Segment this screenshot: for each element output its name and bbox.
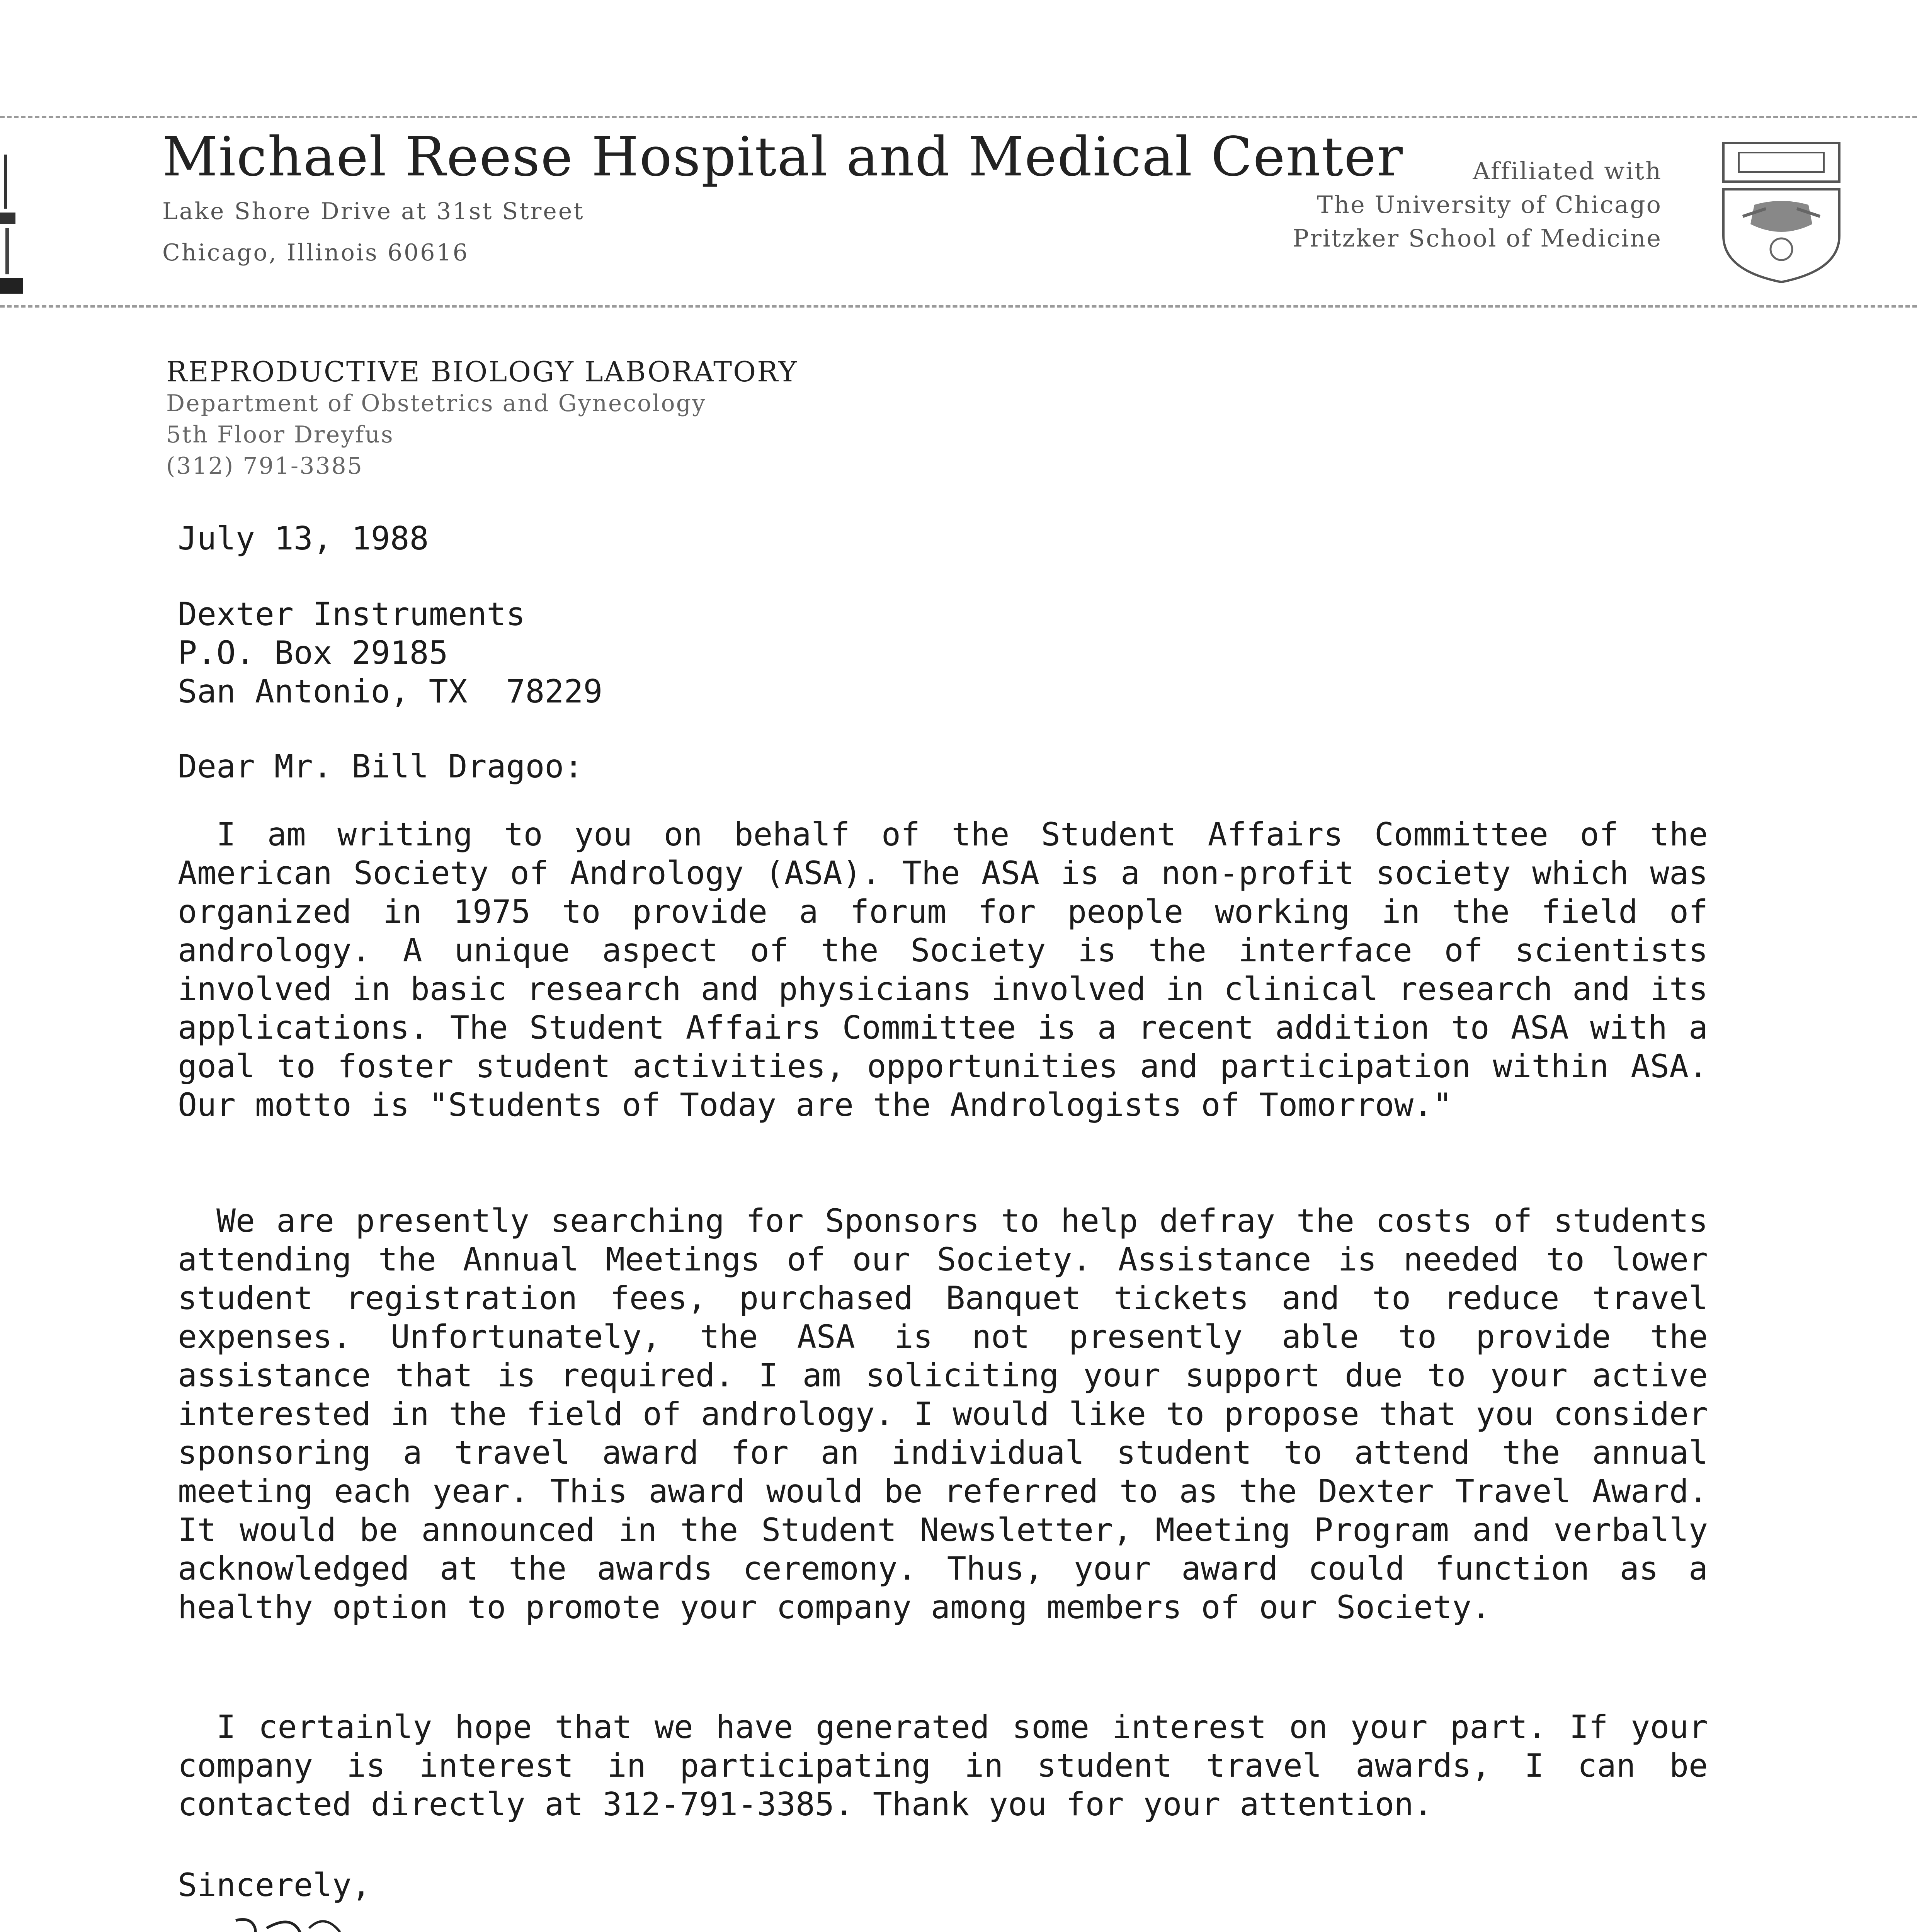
bottom-dashed-rule xyxy=(0,305,1917,308)
body-paragraph-3: I certainly hope that we have generated some interest on your part. If your company is interest in participating in student travel awards, I can be contacted directly at 312-791-3385. Thank you for your attention. xyxy=(178,1708,1708,1823)
letterhead xyxy=(162,126,1403,270)
recipient-city: San Antonio, TX 78229 xyxy=(178,673,603,710)
organization-address-line1: Lake Shore Drive at 31st Street xyxy=(162,198,585,225)
affiliation-line1: Affiliated with xyxy=(1473,157,1662,185)
letter-date: July 13, 1988 xyxy=(178,520,429,557)
binding-mark-icon xyxy=(0,155,27,309)
salutation: Dear Mr. Bill Dragoo: xyxy=(178,748,583,785)
recipient-po-box: P.O. Box 29185 xyxy=(178,634,448,672)
body-paragraph-2: We are presently searching for Sponsors to help defray the costs of students attending the Annual Meetings of our Society. Assistance is needed to lower student registration fees, purchased Banquet tickets and to reduce travel expenses. Unfortunately, the ASA is not presently able to provide the assistance that is required. I am soliciting your support due to your active interested in the field of andrology. I would like to propose that you consider sponsoring a travel award for an individual student to attend the annual meeting each year. This award would be referred to as the Dexter Travel Award. It would be announced in the Student Newsletter, Meeting Program and verbally acknowledged at the awards ceremony. Thus, your award could function as a healthy option to promote your company among members of our Society. xyxy=(178,1202,1708,1626)
university-seal-icon xyxy=(1716,139,1847,286)
department-floor: 5th Floor Dreyfus xyxy=(166,421,394,448)
department-title: REPRODUCTIVE BIOLOGY LABORATORY xyxy=(166,355,798,388)
organization-address-line2: Chicago, Illinois 60616 xyxy=(162,239,469,266)
organization-name: Michael Reese Hospital and Medical Center xyxy=(162,126,1403,189)
handwritten-signature xyxy=(193,1905,580,1932)
department-phone: (312) 791-3385 xyxy=(166,452,363,480)
body-paragraph-1: I am writing to you on behalf of the Student Affairs Committee of the American Society of Andrology (ASA). The ASA is a non-profit society which was organized in 1975 to provide a forum for people working in the field of andrology. A unique aspect of the Society is the interface of scientists involved in basic research and physicians involved in clinical research and its applications. The Student Affairs Committee is a recent addition to ASA with a goal to foster student activities, opportunities and participation within ASA. Our motto is "Students of Today are the Andrologists of Tomorrow." xyxy=(178,816,1708,1124)
department-block xyxy=(166,355,1171,482)
affiliation-line3: Pritzker School of Medicine xyxy=(1293,224,1662,252)
recipient-address xyxy=(178,595,602,711)
affiliation-block xyxy=(1293,155,1662,255)
closing: Sincerely, xyxy=(178,1866,371,1904)
department-name: Department of Obstetrics and Gynecology xyxy=(166,390,706,417)
recipient-name: Dexter Instruments xyxy=(178,595,526,633)
top-dashed-rule xyxy=(0,116,1917,118)
affiliation-line2: The University of Chicago xyxy=(1317,190,1662,219)
